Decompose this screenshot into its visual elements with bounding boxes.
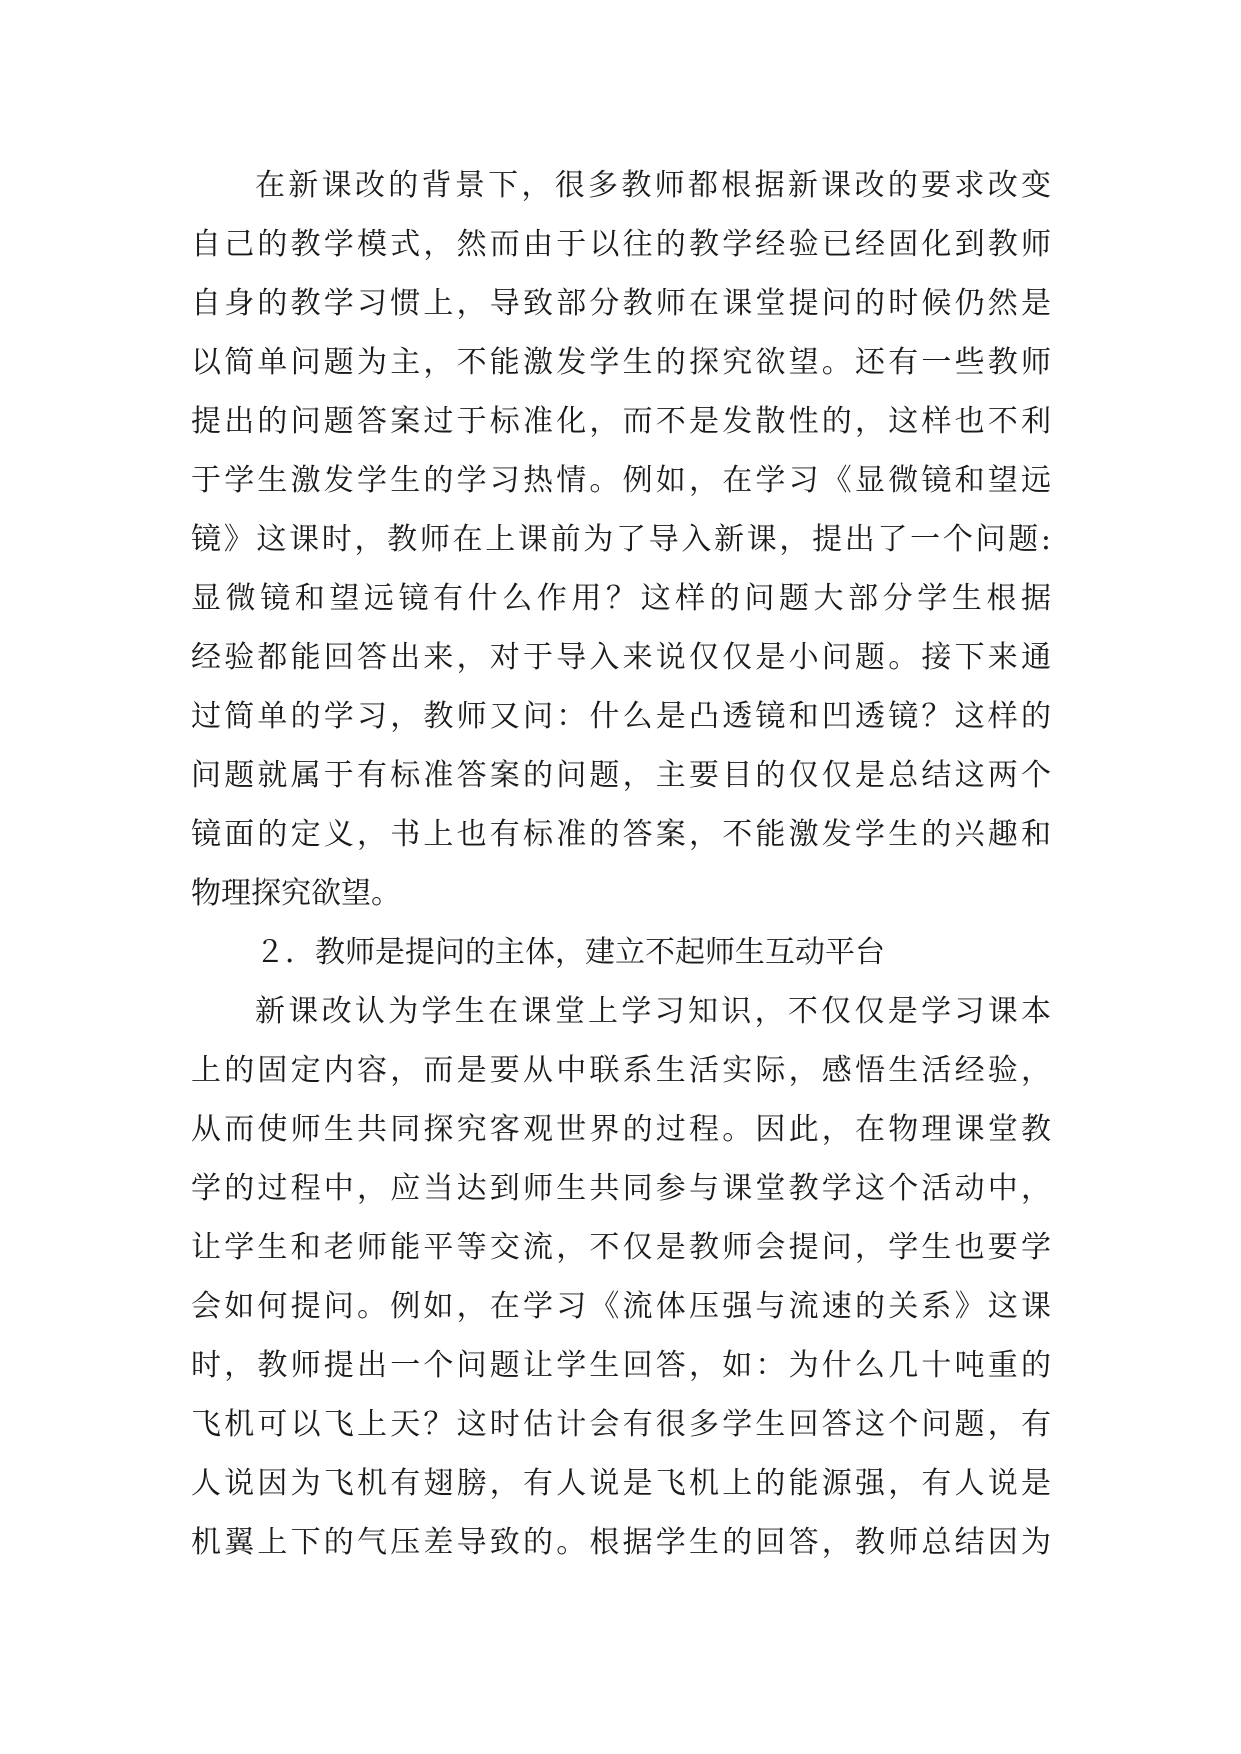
paragraph-1-line-6: 于学生激发学生的学习热情。例如，在学习《显微镜和望远 xyxy=(191,463,1051,498)
paragraph-1-line-10: 过简单的学习，教师又问：什么是凸透镜和凹透镜？这样的 xyxy=(191,699,1051,734)
paragraph-1-line-9: 经验都能回答出来，对于导入来说仅仅是小问题。接下来通 xyxy=(191,640,1051,675)
paragraph-1-line-5: 提出的问题答案过于标准化，而不是发散性的，这样也不利 xyxy=(191,404,1051,439)
paragraph-2-line-2: 上的固定内容，而是要从中联系生活实际，感悟生活经验， xyxy=(191,1053,1051,1088)
paragraph-1-line-8: 显微镜和望远镜有什么作用？这样的问题大部分学生根据 xyxy=(191,581,1051,616)
paragraph-1-line-12: 镜面的定义，书上也有标准的答案，不能激发学生的兴趣和 xyxy=(191,817,1051,852)
paragraph-2-line-9: 人说因为飞机有翅膀，有人说是飞机上的能源强，有人说是 xyxy=(191,1466,1051,1501)
document-body xyxy=(191,156,1051,1572)
paragraph-1-line-1: 在新课改的背景下，很多教师都根据新课改的要求改变 xyxy=(255,168,1051,203)
paragraph-2-line-6: 会如何提问。例如，在学习《流体压强与流速的关系》这课 xyxy=(191,1289,1051,1324)
paragraph-2-line-3: 从而使师生共同探究客观世界的过程。因此，在物理课堂教 xyxy=(191,1112,1051,1147)
paragraph-2-line-5: 让学生和老师能平等交流，不仅是教师会提问，学生也要学 xyxy=(191,1230,1051,1265)
paragraph-1-line-13: 物理探究欲望。 xyxy=(191,876,401,911)
paragraph-1-line-11: 问题就属于有标准答案的问题，主要目的仅仅是总结这两个 xyxy=(191,758,1051,793)
paragraph-1-line-2: 自己的教学模式，然而由于以往的教学经验已经固化到教师 xyxy=(191,227,1051,262)
paragraph-2-line-10: 机翼上下的气压差导致的。根据学生的回答，教师总结因为 xyxy=(191,1525,1051,1560)
paragraph-2-line-8: 飞机可以飞上天？这时估计会有很多学生回答这个问题，有 xyxy=(191,1407,1051,1442)
paragraph-2-line-1: 新课改认为学生在课堂上学习知识，不仅仅是学习课本 xyxy=(255,994,1051,1029)
paragraph-2-line-7: 时，教师提出一个问题让学生回答，如：为什么几十吨重的 xyxy=(191,1348,1051,1383)
paragraph-1-line-7: 镜》这课时，教师在上课前为了导入新课，提出了一个问题: xyxy=(191,522,1051,557)
paragraph-1-line-4: 以简单问题为主，不能激发学生的探究欲望。还有一些教师 xyxy=(191,345,1051,380)
paragraph-2-line-4: 学的过程中，应当达到师生共同参与课堂教学这个活动中， xyxy=(191,1171,1051,1206)
section-heading: ２．教师是提问的主体，建立不起师生互动平台 xyxy=(255,935,885,970)
paragraph-1-line-3: 自身的教学习惯上，导致部分教师在课堂提问的时候仍然是 xyxy=(191,286,1051,321)
